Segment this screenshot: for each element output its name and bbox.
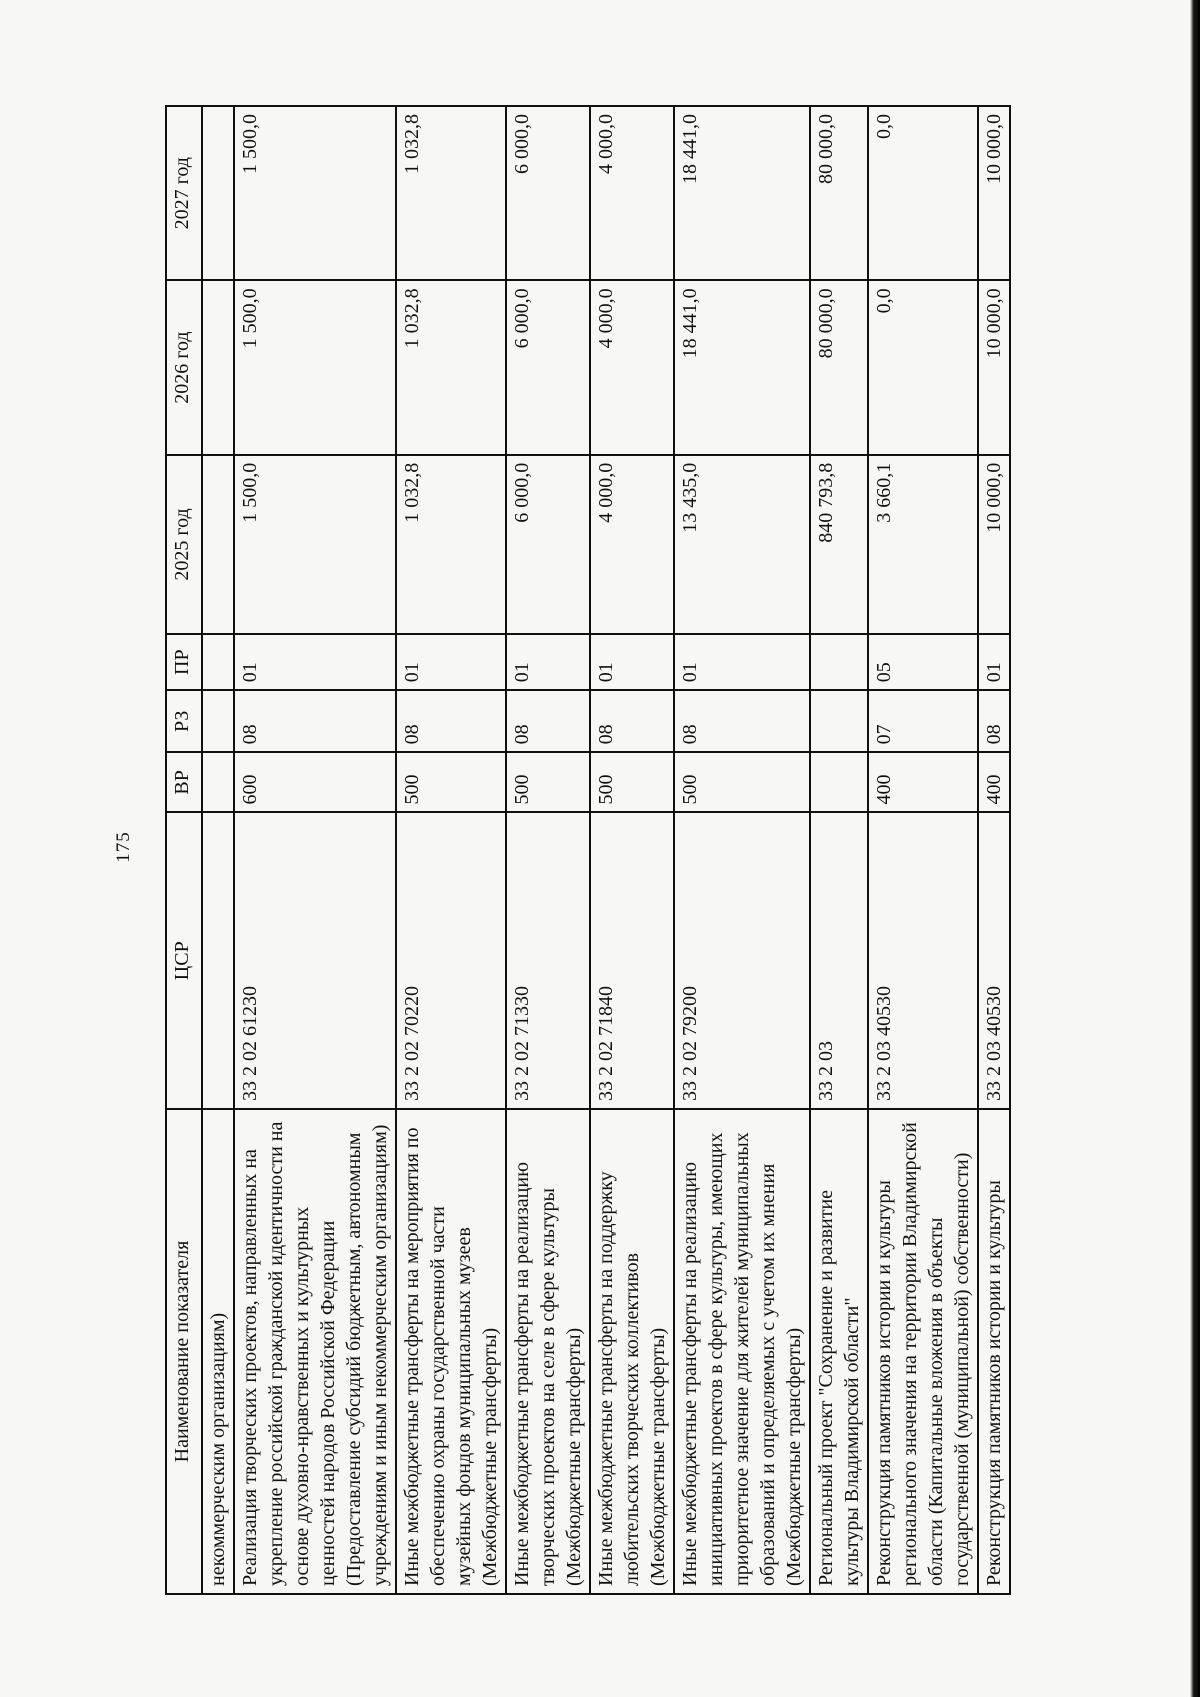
- table-row: [396, 106, 506, 1594]
- cell-name: Иные межбюджетные трансферты на реализацию инициативных проектов в сфере культуры, имеющих приоритетное значение для жителей муниципальных образований и определяемых с учетом их мнения (Межбюджетные трансферты): [674, 1109, 810, 1594]
- table-row: [810, 106, 868, 1594]
- header-row: [166, 106, 202, 1594]
- cell-2027: [202, 106, 234, 280]
- cell-pr: 01: [506, 634, 590, 690]
- table-row: [674, 106, 810, 1594]
- cell-2027: 1 032,8: [396, 106, 506, 280]
- cell-csr: [202, 812, 234, 1109]
- cell-vr: 600: [234, 752, 396, 812]
- table-row: [590, 106, 674, 1594]
- cell-pr: [202, 634, 234, 690]
- cell-name: Региональный проект "Сохранение и развитие культуры Владимирской области": [810, 1109, 868, 1594]
- cell-2026: 10 000,0: [978, 280, 1010, 454]
- cell-csr: 33 2 03: [810, 812, 868, 1109]
- cell-2027: 0,0: [868, 106, 978, 280]
- table-row: [506, 106, 590, 1594]
- cell-2026: 18 441,0: [674, 280, 810, 454]
- cell-name: Реализация творческих проектов, направленных на укрепление российской гражданской идентичности на основе духовно-нравственных и культурных ценностей народов Российской Федерации (Предоставление субсидий бюджетным, автономным учреждениям и иным некоммерческим организациям): [234, 1109, 396, 1594]
- cell-csr: 33 2 02 71330: [506, 812, 590, 1109]
- cell-2025: 840 793,8: [810, 455, 868, 634]
- cell-pr: 01: [674, 634, 810, 690]
- cell-rz: 08: [674, 690, 810, 752]
- cell-vr: 400: [978, 752, 1010, 812]
- cell-pr: 01: [978, 634, 1010, 690]
- budget-table: [165, 105, 1011, 1595]
- cell-2025: 13 435,0: [674, 455, 810, 634]
- cell-2026: [202, 280, 234, 454]
- cell-name: Реконструкция памятников истории и культуры регионального значения на территории Владимирской области (Капитальные вложения в объекты государственной (муниципальной) собственности): [868, 1109, 978, 1594]
- cell-2027: 18 441,0: [674, 106, 810, 280]
- header-csr: ЦСР: [166, 812, 202, 1109]
- cell-vr: [810, 752, 868, 812]
- table-row: [202, 106, 234, 1594]
- cell-name: Реконструкция памятников истории и культуры: [978, 1109, 1010, 1594]
- cell-csr: 33 2 02 71840: [590, 812, 674, 1109]
- cell-rz: 08: [506, 690, 590, 752]
- cell-2025: 1 500,0: [234, 455, 396, 634]
- cell-pr: 01: [590, 634, 674, 690]
- cell-2025: 10 000,0: [978, 455, 1010, 634]
- cell-vr: 500: [396, 752, 506, 812]
- table-row: [978, 106, 1010, 1594]
- cell-2025: 1 032,8: [396, 455, 506, 634]
- cell-csr: 33 2 03 40530: [868, 812, 978, 1109]
- cell-rz: 08: [234, 690, 396, 752]
- cell-vr: 500: [674, 752, 810, 812]
- cell-2026: 6 000,0: [506, 280, 590, 454]
- cell-vr: 500: [590, 752, 674, 812]
- header-rz: РЗ: [166, 690, 202, 752]
- header-vr: ВР: [166, 752, 202, 812]
- cell-2026: 80 000,0: [810, 280, 868, 454]
- cell-2027: 6 000,0: [506, 106, 590, 280]
- cell-rz: 08: [396, 690, 506, 752]
- cell-2025: 4 000,0: [590, 455, 674, 634]
- cell-name: некоммерческим организациям): [202, 1109, 234, 1594]
- cell-2025: [202, 455, 234, 634]
- cell-pr: 01: [234, 634, 396, 690]
- cell-name: Иные межбюджетные трансферты на мероприятия по обеспечению охраны государственной части музейных фондов муниципальных музеев (Межбюджетные трансферты): [396, 1109, 506, 1594]
- cell-2026: 1 032,8: [396, 280, 506, 454]
- cell-csr: 33 2 02 70220: [396, 812, 506, 1109]
- cell-pr: 01: [396, 634, 506, 690]
- cell-2025: 3 660,1: [868, 455, 978, 634]
- cell-csr: 33 2 02 61230: [234, 812, 396, 1109]
- cell-csr: 33 2 02 79200: [674, 812, 810, 1109]
- cell-csr: 33 2 03 40530: [978, 812, 1010, 1109]
- page-number: 175: [112, 831, 134, 863]
- cell-2026: 1 500,0: [234, 280, 396, 454]
- cell-rz: 08: [978, 690, 1010, 752]
- cell-2026: 0,0: [868, 280, 978, 454]
- cell-2027: 4 000,0: [590, 106, 674, 280]
- cell-pr: 05: [868, 634, 978, 690]
- cell-2025: 6 000,0: [506, 455, 590, 634]
- table-row: [868, 106, 978, 1594]
- cell-vr: 400: [868, 752, 978, 812]
- header-2026: 2026 год: [166, 280, 202, 454]
- header-2027: 2027 год: [166, 106, 202, 280]
- cell-2026: 4 000,0: [590, 280, 674, 454]
- table-row: [234, 106, 396, 1594]
- cell-2027: 80 000,0: [810, 106, 868, 280]
- cell-rz: 08: [590, 690, 674, 752]
- header-name: Наименование показателя: [166, 1109, 202, 1594]
- cell-name: Иные межбюджетные трансферты на поддержку любительских творческих коллективов (Межбюджетные трансферты): [590, 1109, 674, 1594]
- scan-edge-shadow: [1190, 0, 1200, 1697]
- rotated-table-container: [165, 105, 1115, 1595]
- header-2025: 2025 год: [166, 455, 202, 634]
- cell-2027: 1 500,0: [234, 106, 396, 280]
- header-pr: ПР: [166, 634, 202, 690]
- cell-rz: [202, 690, 234, 752]
- cell-rz: [810, 690, 868, 752]
- cell-name: Иные межбюджетные трансферты на реализацию творческих проектов на селе в сфере культуры (Межбюджетные трансферты): [506, 1109, 590, 1594]
- cell-pr: [810, 634, 868, 690]
- cell-rz: 07: [868, 690, 978, 752]
- cell-2027: 10 000,0: [978, 106, 1010, 280]
- cell-vr: 500: [506, 752, 590, 812]
- cell-vr: [202, 752, 234, 812]
